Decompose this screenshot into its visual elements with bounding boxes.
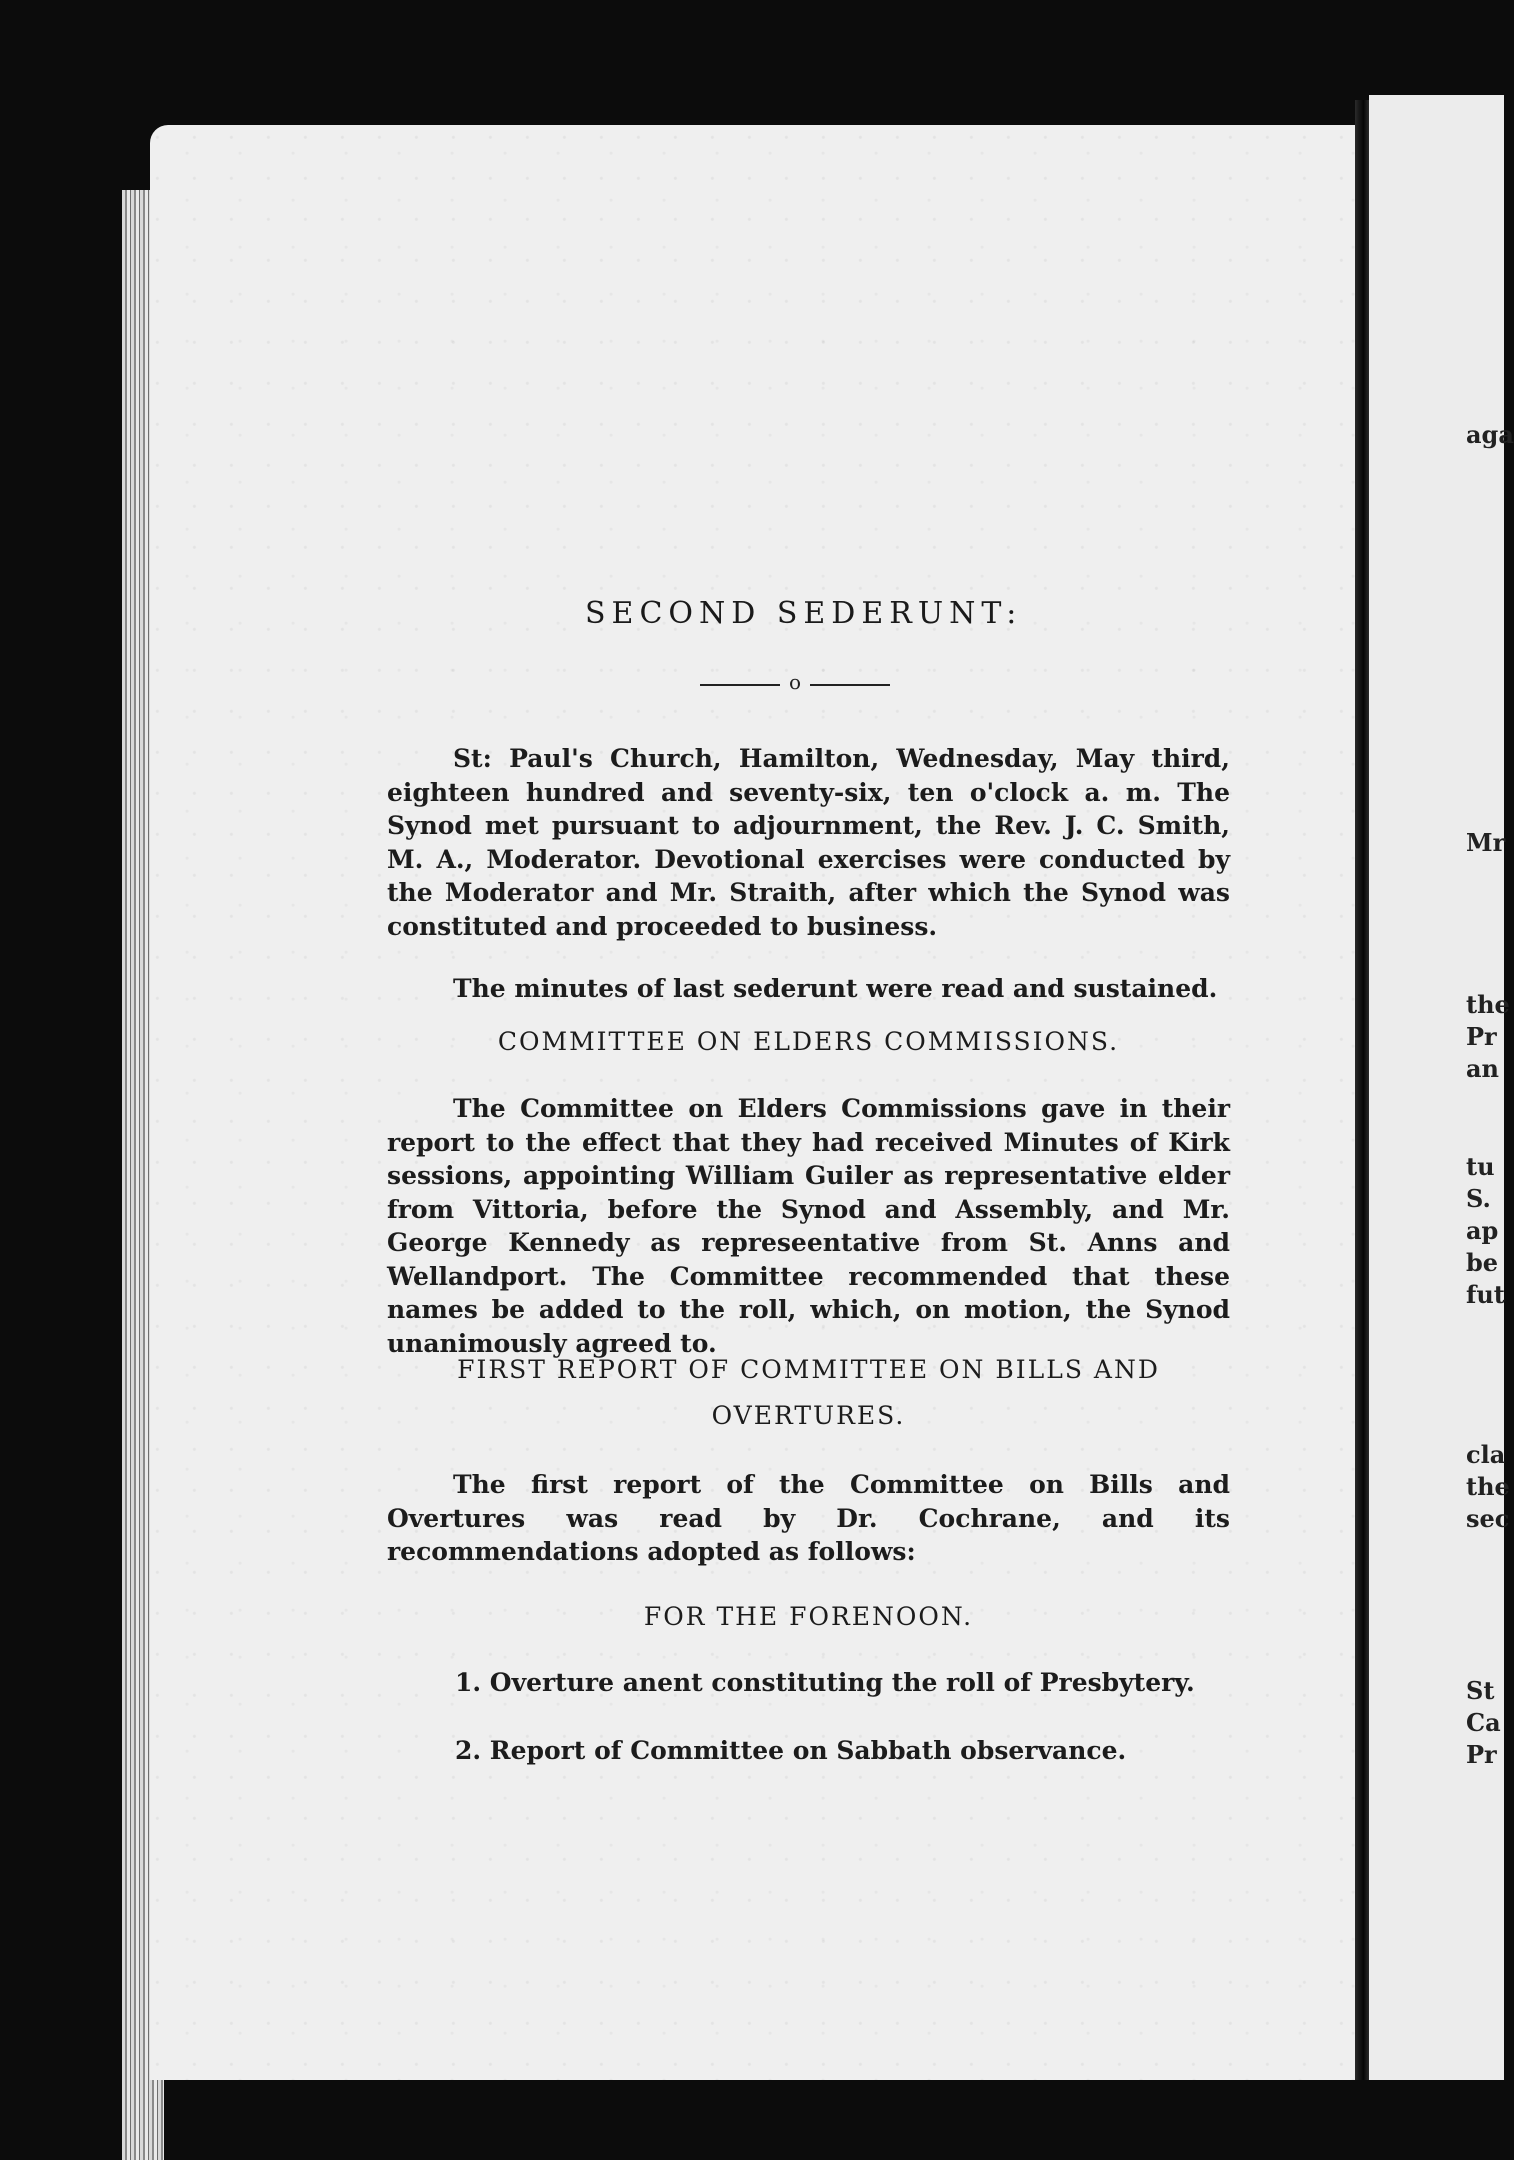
next-page-fragment: the	[1466, 1472, 1510, 1501]
next-page-fragment: ap	[1466, 1216, 1499, 1245]
bills-section-title-line1: FIRST REPORT OF COMMITTEE ON BILLS AND	[457, 1355, 1160, 1384]
next-page-fragment: Pr	[1466, 1022, 1497, 1051]
forenoon-item-2: 2. Report of Committee on Sabbath observance.	[455, 1736, 1127, 1765]
next-page-fragment: Pr	[1466, 1740, 1497, 1769]
next-page-fragment: fut	[1466, 1280, 1505, 1309]
next-page-fragment: Ca	[1466, 1708, 1501, 1737]
next-page-fragment: an	[1466, 1054, 1499, 1083]
next-page-fragment: the	[1466, 990, 1510, 1019]
forenoon-title: FOR THE FORENOON.	[643, 1602, 974, 1631]
bills-section-body: The first report of the Committee on Bills and Overtures was read by Dr. Cochrane, and its recommendations adopted as follows:	[387, 1470, 1230, 1566]
next-page-fragment: aga	[1466, 420, 1514, 449]
next-page-fragment: be	[1466, 1248, 1499, 1277]
page-heading: SECOND SEDERUNT:	[585, 596, 1023, 631]
next-page-fragment: cla	[1466, 1440, 1506, 1469]
next-page-fragment: Mr	[1466, 828, 1506, 857]
next-page-fragment: St	[1466, 1676, 1495, 1705]
elders-section-body: The Committee on Elders Commissions gave in their report to the effect that they had received Minutes of Kirk sessions, appointing William Guiler as representative elder from Vittoria, before the Synod and Assembly, and Mr. George Kennedy as represeentative from St. Anns and Wellandport. The Committee recommended that these names be added to the roll, which, on motion, the Synod unanimously agreed to.	[387, 1094, 1230, 1358]
next-page-fragment: tu	[1466, 1152, 1495, 1181]
next-page-fragment: S.	[1466, 1184, 1491, 1213]
heading-ornament: o	[700, 670, 890, 698]
minutes-paragraph: The minutes of last sederunt were read and sustained.	[453, 974, 1218, 1003]
opening-paragraph: St: Paul's Church, Hamilton, Wednesday, May third, eighteen hundred and seventy-six, ten o'clock a. m. The Synod met pursuant to adjournment, the Rev. J. C. Smith, M. A., Moderator. Devotional exercises were conducted by the Moderator and Mr. Straith, after which the Synod was constituted and proceeded to business.	[387, 744, 1230, 941]
forenoon-item-1: 1. Overture anent constituting the roll of Presbytery.	[455, 1668, 1195, 1697]
next-page-fragment: sec	[1466, 1504, 1510, 1533]
elders-section-title: COMMITTEE ON ELDERS COMMISSIONS.	[497, 1027, 1120, 1056]
bills-section-title-line2: OVERTURES.	[711, 1401, 906, 1430]
